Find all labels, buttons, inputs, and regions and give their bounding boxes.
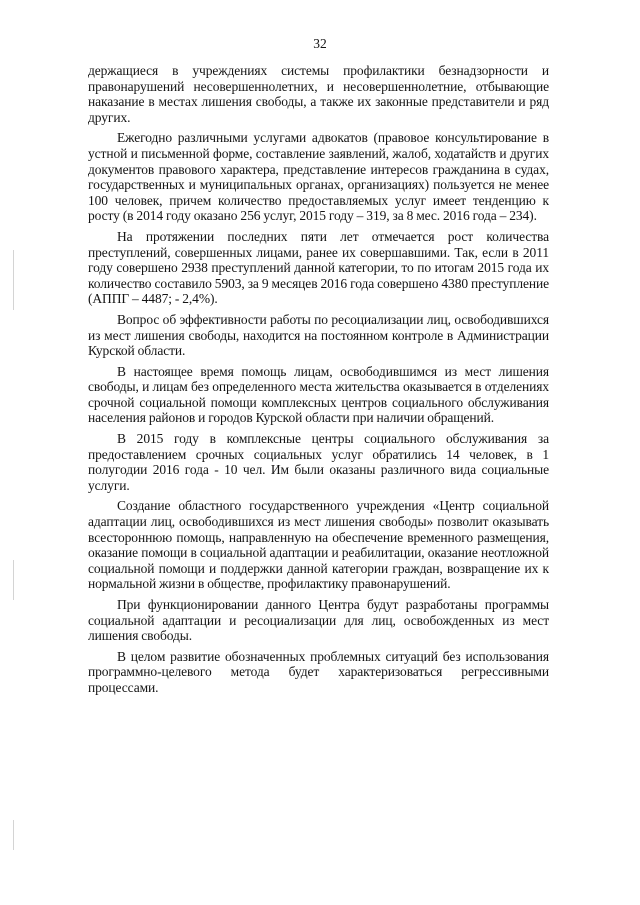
scan-edge-mark: [13, 820, 14, 850]
paragraph-adaptation-center: Создание областного государственного учреждения «Центр социальной адаптации лиц, освободившихся из мест лишения свободы» позволит оказывать всестороннюю помощь, направленную на обеспечение временного размещения, оказание помощи в социальной адаптации и реабилитации, оказание неотложной социальной помощи и поддержки данной категории граждан, возвращение их к нормальной жизни в обществе, профилактику правонарушений.: [88, 498, 549, 592]
paragraph-2015-services: В 2015 году в комплексные центры социального обслуживания за предоставлением срочных социальных услуг обратились 14 человек, в 1 полугодии 2016 года - 10 чел. Им были оказаны различного вида социальные услуги.: [88, 431, 549, 493]
scan-edge-mark: [13, 560, 14, 600]
paragraph-current-assistance: В настоящее время помощь лицам, освободившимся из мест лишения свободы, и лицам без определенного места жительства оказывается в отделениях срочной социальной помощи комплексных центров социального обслуживания населения районов и городов Курской области при наличии обращений.: [88, 363, 549, 426]
paragraph-resocialization-control: Вопрос об эффективности работы по ресоциализации лиц, освободившихся из мест лишения свободы, находится на постоянном контроле в Администрации Курской области.: [88, 311, 549, 359]
paragraph-advocate-services: Ежегодно различными услугами адвокатов (правовое консультирование в устной и письменной форме, составление заявлений, жалоб, ходатайств и других документов правового характера, представление интересов гражданина в судах, государственных и муниципальных органах, организациях) пользуется не менее 100 человек, причем количество предоставляемых услуг имеет тенденцию к росту (в 2014 году оказано 256 услуг, 2015 году – 319, за 8 мес. 2016 года – 234).: [88, 130, 549, 224]
paragraph-center-programs: При функционировании данного Центра будут разработаны программы социальной адаптации и ресоциализации для лиц, освобожденных из мест лишения свободы.: [88, 597, 549, 644]
paragraph-continuation: держащиеся в учреждениях системы профилактики безнадзорности и правонарушений несовершеннолетних, и несовершеннолетние, отбывающие наказание в местах лишения свободы, а также их законные представители и ряд других.: [88, 63, 549, 125]
page-number: 32: [313, 36, 327, 51]
paragraph-conclusion: В целом развитие обозначенных проблемных ситуаций без использования программно-целевого метода будет характеризоваться регрессивными процессами.: [88, 648, 549, 695]
paragraph-repeat-crime-stats: На протяжении последних пяти лет отмечается рост количества преступлений, совершенных лицами, ранее их совершавшими. Так, если в 2011 году совершено 2938 преступлений данной категории, то по итогам 2015 года их количество составило 5903, за 9 месяцев 2016 года совершено 4380 преступление (АППГ – 4487; - 2,4%).: [88, 228, 549, 307]
scan-edge-mark: [13, 250, 14, 310]
document-body: [88, 63, 549, 701]
